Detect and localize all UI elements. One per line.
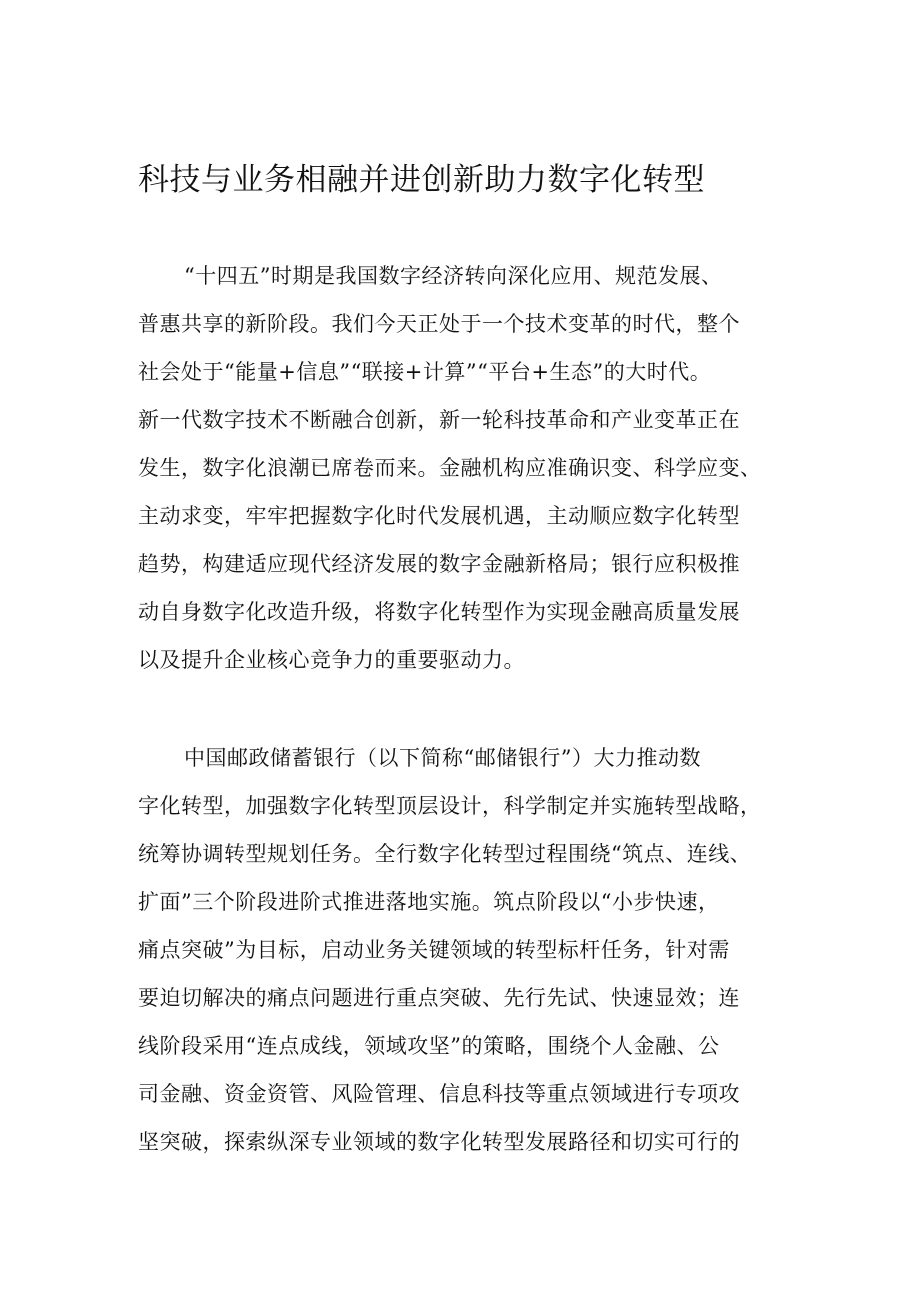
paragraph-line: 发生，数字化浪潮已席卷而来。金融机构应准确识变、科学应变、 — [138, 456, 762, 480]
document-title: 科技与业务相融并进创新助力数字化转型 — [138, 162, 705, 198]
paragraph-line: 要迫切解决的痛点问题进行重点突破、先行先试、快速显效；连 — [138, 986, 740, 1010]
paragraph-line: 中国邮政储蓄银行（以下简称“邮储银行”）大力推动数 — [184, 746, 701, 770]
paragraph-line: 社会处于“能量+信息”“联接+计算”“平台+生态”的大时代。 — [138, 360, 712, 384]
paragraph-line: 以及提升企业核心竞争力的重要驱动力。 — [138, 648, 525, 672]
paragraph-line: 痛点突破”为目标，启动业务关键领域的转型标杆任务，针对需 — [138, 938, 730, 962]
paragraph-line: 统筹协调转型规划任务。全行数字化转型过程围绕“筑点、连线、 — [138, 842, 752, 866]
paragraph-line: 司金融、资金资管、风险管理、信息科技等重点领域进行专项攻 — [138, 1082, 740, 1106]
paragraph-line: 扩面”三个阶段进阶式推进落地实施。筑点阶段以“小步快速， — [138, 890, 720, 914]
paragraph-line: 新一代数字技术不断融合创新，新一轮科技革命和产业变革正在 — [138, 408, 740, 432]
paragraph-line: 线阶段采用“连点成线，领域攻坚”的策略，围绕个人金融、公 — [138, 1034, 720, 1058]
paragraph-line: 普惠共享的新阶段。我们今天正处于一个技术变革的时代，整个 — [138, 312, 740, 336]
paragraph-line: 趋势，构建适应现代经济发展的数字金融新格局；银行应积极推 — [138, 552, 740, 576]
paragraph-line: 动自身数字化改造升级，将数字化转型作为实现金融高质量发展 — [138, 600, 740, 624]
paragraph-2 — [138, 734, 798, 1166]
paragraph-line: 坚突破，探索纵深专业领域的数字化转型发展路径和切实可行的 — [138, 1130, 740, 1154]
paragraph-line: “十四五”时期是我国数字经济转向深化应用、规范发展、 — [184, 264, 723, 288]
paragraph-line: 主动求变，牢牢把握数字化时代发展机遇，主动顺应数字化转型 — [138, 504, 740, 528]
paragraph-line: 字化转型，加强数字化转型顶层设计，科学制定并实施转型战略， — [138, 794, 762, 818]
paragraph-1 — [138, 252, 798, 684]
